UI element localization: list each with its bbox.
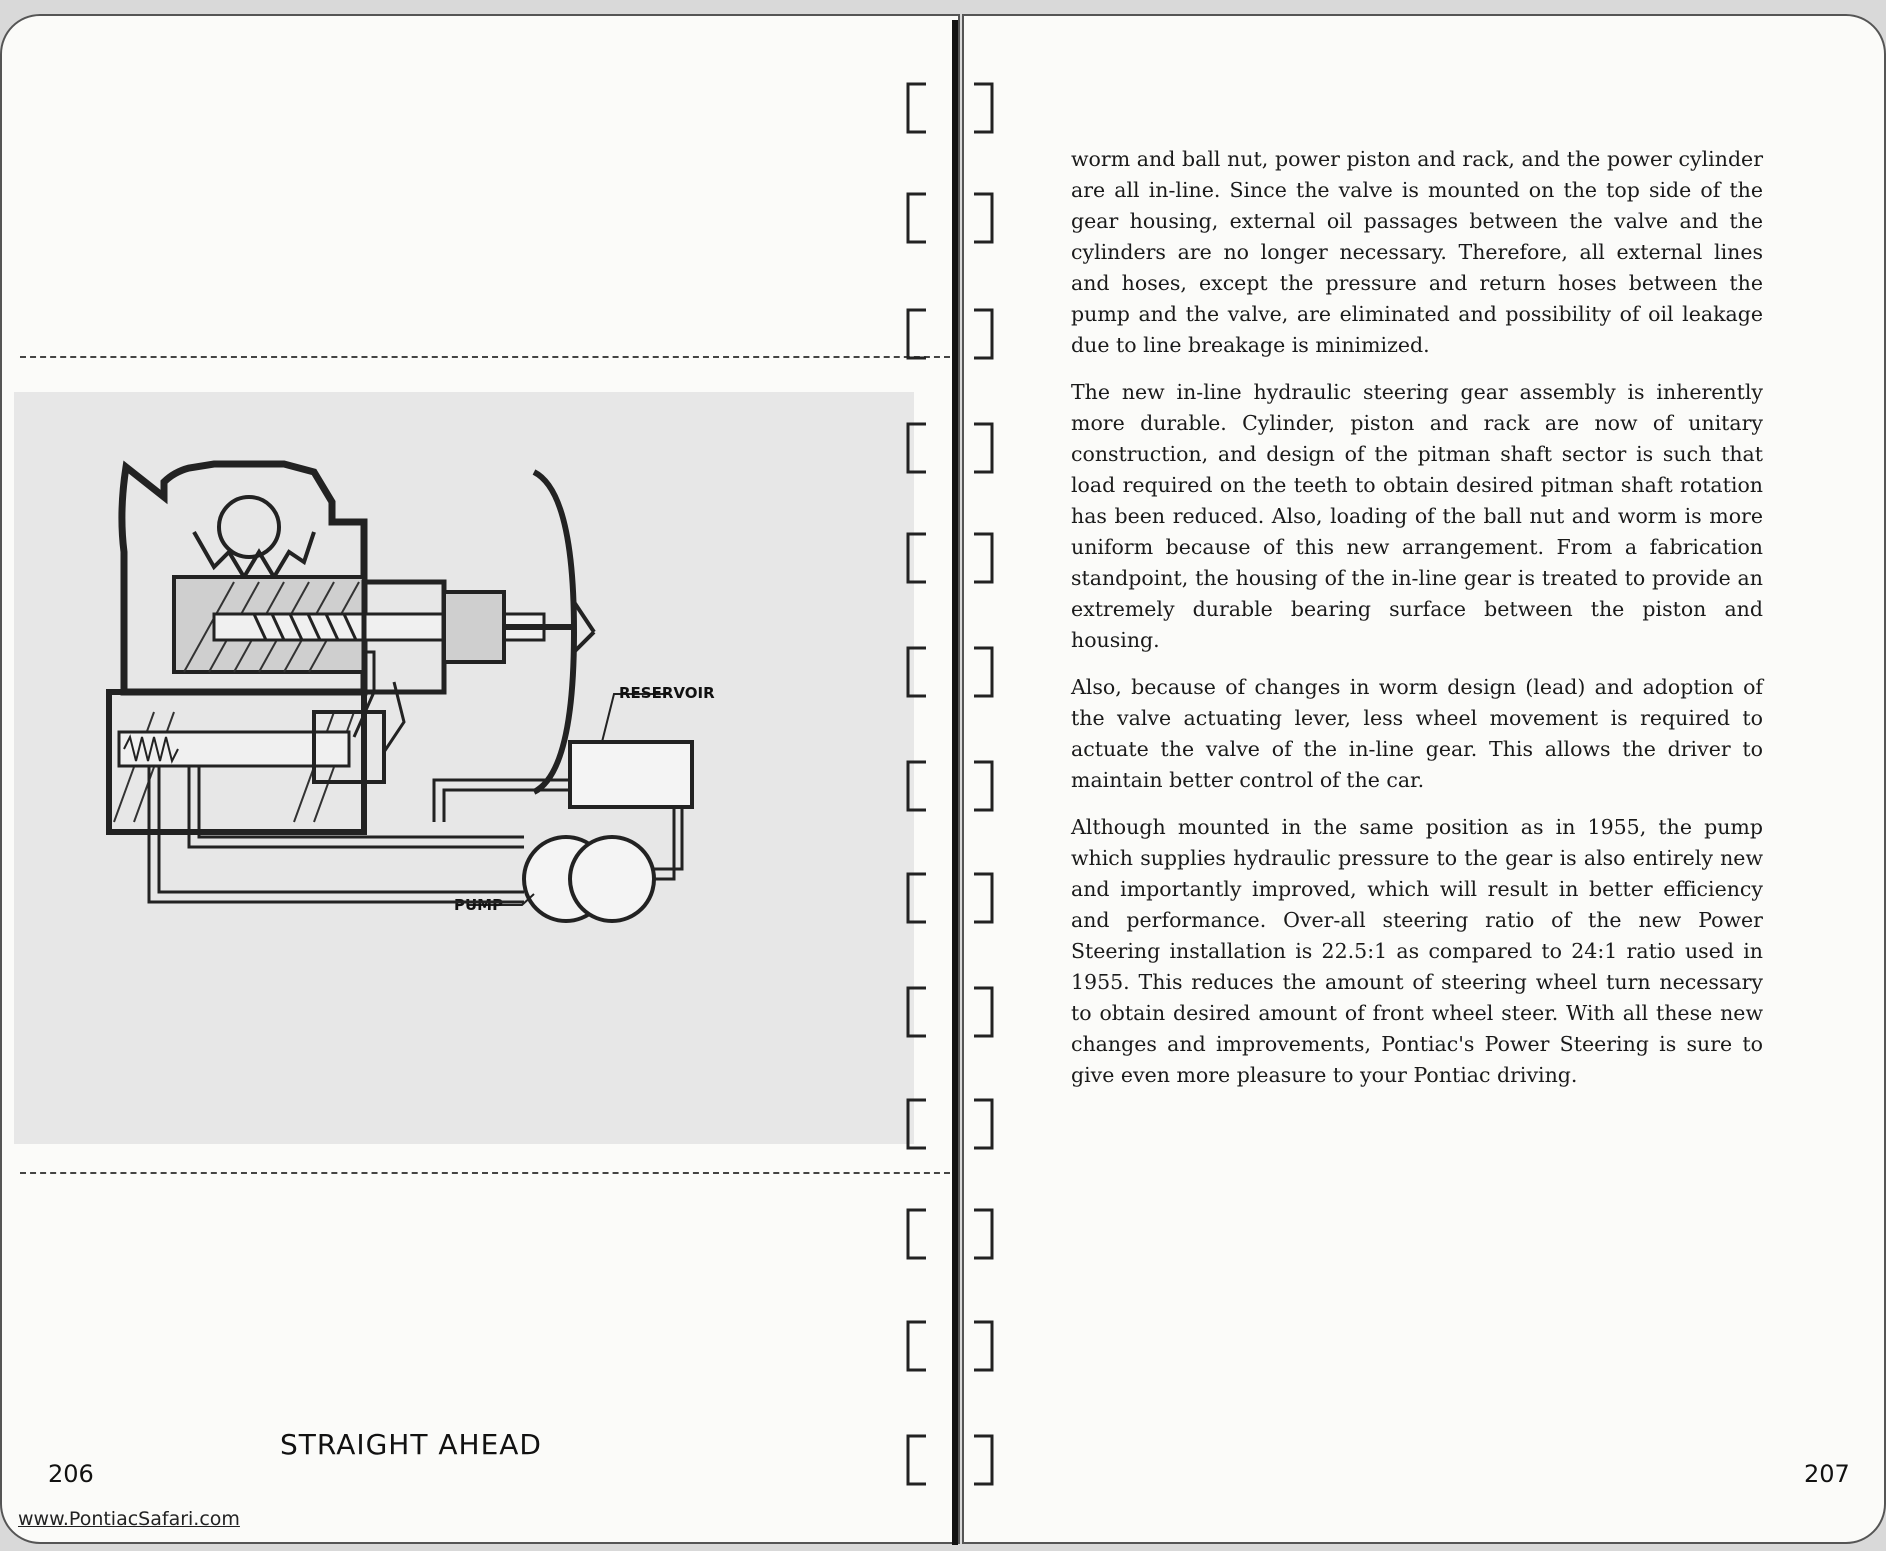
cut-line-top: [20, 356, 950, 358]
cut-line-bottom: [20, 1172, 950, 1174]
pitman-sector: [219, 497, 279, 557]
steering-gear-diagram: [14, 392, 914, 1144]
sector-teeth: [194, 532, 314, 577]
binding-ring: [900, 1206, 1000, 1262]
binding-ring: [900, 306, 1000, 362]
binding-ring: [900, 1432, 1000, 1488]
figure-caption: STRAIGHT AHEAD: [280, 1428, 542, 1461]
binding-ring: [900, 190, 1000, 246]
binding-ring: [900, 758, 1000, 814]
reservoir-tank: [570, 742, 692, 807]
paragraph: worm and ball nut, power piston and rack, and the power cylinder are all in-line. Since the valve is mounted on the top side of the gear housing, external oil passages between the valve and the cylinders are no longer necessary. Therefore, all external lines and hoses, except the pressure and return hoses between the pump and the valve, are eliminated and possibility of oil leakage due to line breakage is minimized.: [1071, 147, 1763, 357]
pump-label: PUMP: [454, 896, 504, 914]
binding-ring: [900, 870, 1000, 926]
page-number-left: 206: [48, 1460, 94, 1488]
binding-ring: [900, 984, 1000, 1040]
body-text: [1071, 144, 1763, 1107]
paragraph: The new in-line hydraulic steering gear assembly is inherently more durable. Cylinder, piston and rack are now of unitary construction, and design of the pitman shaft sector is such that load required on the teeth to obtain desired pitman shaft rotation has been reduced. Also, loading of the ball nut and worm is more uniform because of this new arrangement. From a fabrication standpoint, the housing of the in-line gear is treated to provide an extremely durable bearing surface between the piston and housing.: [1071, 380, 1763, 652]
figure-panel: [14, 392, 914, 1461]
reservoir-label: RESERVOIR: [619, 684, 715, 702]
binding-ring: [900, 80, 1000, 136]
binding-ring: [900, 1096, 1000, 1152]
pump-rotor-right: [570, 837, 654, 921]
binding-ring: [900, 1318, 1000, 1374]
page-number-right: 207: [1804, 1460, 1850, 1488]
watermark-link[interactable]: www.PontiacSafari.com: [18, 1508, 240, 1530]
paragraph: Also, because of changes in worm design (lead) and adoption of the valve actuating lever, less wheel movement is required to actuate the valve of the in-line gear. This allows the driver to maintain better control of the car.: [1071, 675, 1763, 792]
binding-ring: [900, 420, 1000, 476]
paragraph: Although mounted in the same position as in 1955, the pump which supplies hydraulic pressure to the gear is also entirely new and importantly improved, which will result in better efficiency and performance. Over-all steering ratio of the new Power Steering installation is 22.5:1 as compared to 24:1 ratio used in 1955. This reduces the amount of steering wheel turn necessary to obtain desired amount of front wheel steer. With all these new changes and improvements, Pontiac's Power Steering is sure to give even more pleasure to your Pontiac driving.: [1071, 815, 1763, 1087]
binding-ring: [900, 530, 1000, 586]
binding-ring: [900, 644, 1000, 700]
valve-body: [444, 592, 504, 662]
